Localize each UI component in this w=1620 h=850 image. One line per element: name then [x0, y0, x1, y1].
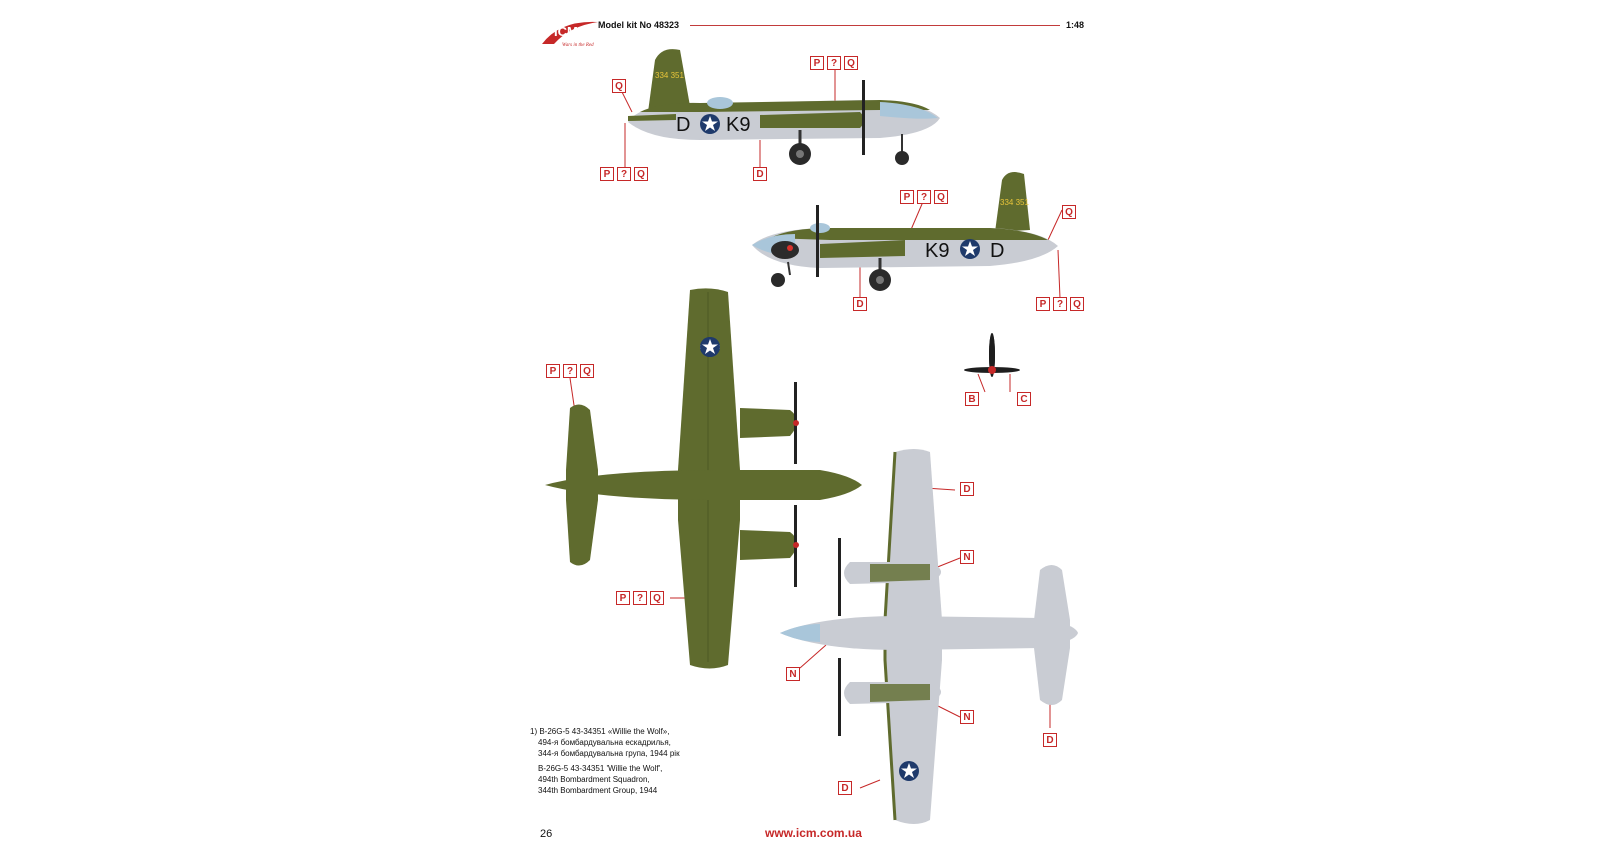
callout-box: ?: [1053, 297, 1067, 311]
callout-box: ?: [563, 364, 577, 378]
callout-box: P: [810, 56, 824, 70]
callout-prop-c: [1017, 392, 1031, 406]
callout-box: ?: [827, 56, 841, 70]
svg-text:K9: K9: [925, 240, 950, 262]
website-link[interactable]: www.icm.com.ua: [765, 826, 862, 840]
callout-box: Q: [612, 79, 626, 93]
callout-box: D: [753, 167, 767, 181]
callout-plan-lower: [616, 591, 664, 605]
caption-en-line3: 344th Bombardment Group, 1944: [538, 786, 658, 795]
callout-box: P: [1036, 297, 1050, 311]
callout-box: P: [546, 364, 560, 378]
caption-ua-line3: 344-я бомбардувальна група, 1944 рік: [538, 749, 680, 758]
callout-side1-lower: [600, 167, 648, 181]
callout-box: D: [1043, 733, 1057, 747]
callout-box: P: [900, 190, 914, 204]
callout-box: Q: [844, 56, 858, 70]
callout-plan-upper: [546, 364, 594, 378]
callout-side2-tail: [1062, 205, 1076, 219]
callout-box: P: [600, 167, 614, 181]
svg-text:Wars in the Red: Wars in the Red: [562, 43, 594, 48]
callout-side2-upper: [900, 190, 948, 204]
callout-under-d3: [838, 781, 852, 795]
callout-under-n2: [786, 667, 800, 681]
callout-side2-lower: [853, 297, 867, 311]
underside-view: [780, 449, 1078, 824]
svg-text:D: D: [990, 240, 1005, 262]
callout-box: C: [1017, 392, 1031, 406]
callout-side2-lower-right: [1036, 297, 1084, 311]
callout-under-d2: [1043, 733, 1057, 747]
callout-box: Q: [934, 190, 948, 204]
callout-box: D: [960, 482, 974, 496]
callout-box: D: [838, 781, 852, 795]
svg-text:D: D: [676, 114, 691, 136]
callout-side1-upper: [810, 56, 858, 70]
scale-label: 1:48: [1066, 20, 1085, 30]
callout-side1-bottom: [753, 167, 767, 181]
caption-ua-line1: 1) B-26G-5 43-34351 «Willie the Wolf»,: [530, 727, 670, 736]
propeller-detail: [964, 333, 1020, 392]
svg-text:334 351: 334 351: [655, 71, 684, 80]
svg-text:K9: K9: [726, 114, 751, 136]
callout-box: Q: [1070, 297, 1084, 311]
aircraft-caption: [530, 726, 680, 796]
callout-under-n1: [960, 550, 974, 564]
callout-side1-tail: [612, 79, 626, 93]
page-number: 26: [540, 828, 553, 840]
callout-box: Q: [1062, 205, 1076, 219]
callout-box: Q: [634, 167, 648, 181]
callout-box: P: [616, 591, 630, 605]
caption-ua-line2: 494-я бомбардувальна ескадрилья,: [538, 738, 671, 747]
callout-under-n3: [960, 710, 974, 724]
callout-box: N: [960, 550, 974, 564]
callout-box: N: [786, 667, 800, 681]
side-view-left: [620, 49, 940, 168]
callout-box: ?: [617, 167, 631, 181]
callout-under-d1: [960, 482, 974, 496]
svg-text:ICM: ICM: [554, 24, 578, 39]
caption-en-line1: B-26G-5 43-34351 'Willie the Wolf',: [538, 764, 663, 773]
callout-box: ?: [917, 190, 931, 204]
callout-box: B: [965, 392, 979, 406]
callout-box: Q: [650, 591, 664, 605]
caption-en-line2: 494th Bombardment Squadron,: [538, 775, 650, 784]
callout-box: D: [853, 297, 867, 311]
callout-box: ?: [633, 591, 647, 605]
plan-view-top: [545, 288, 862, 668]
callout-prop-b: [965, 392, 979, 406]
callout-box: Q: [580, 364, 594, 378]
callout-box: N: [960, 710, 974, 724]
svg-text:334 351: 334 351: [1000, 198, 1029, 207]
kit-label: Model kit No 48323: [598, 20, 680, 30]
